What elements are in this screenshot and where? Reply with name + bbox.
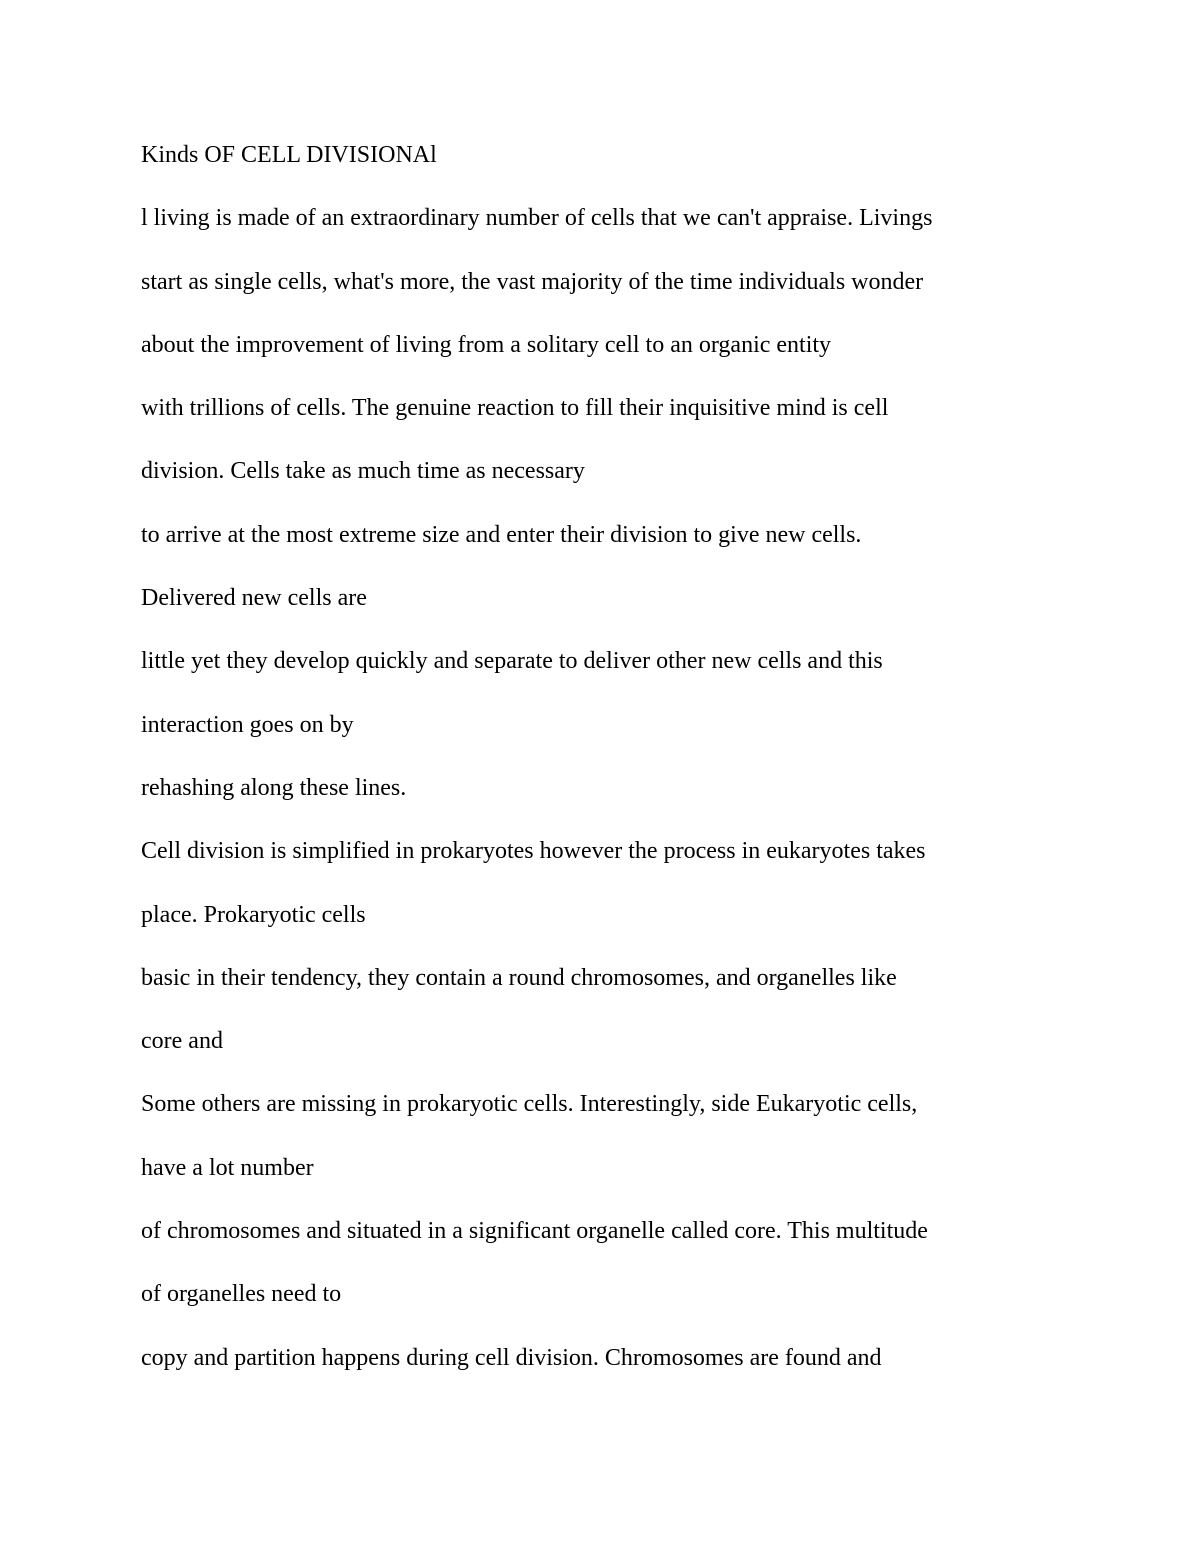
text-line: division. Cells take as much time as necessary (141, 458, 585, 485)
text-line: of chromosomes and situated in a significant organelle called core. This multitude (141, 1218, 928, 1245)
text-line: l living is made of an extraordinary number of cells that we can't appraise. Livings (141, 205, 933, 232)
text-line: to arrive at the most extreme size and enter their division to give new cells. (141, 521, 862, 548)
text-line: Delivered new cells are (141, 585, 367, 612)
text-line: copy and partition happens during cell division. Chromosomes are found and (141, 1344, 882, 1371)
text-line: place. Prokaryotic cells (141, 901, 366, 928)
text-line: interaction goes on by (141, 711, 354, 738)
document-title: Kinds OF CELL DIVISIONAl (141, 142, 437, 168)
text-line: rehashing along these lines. (141, 774, 407, 801)
text-line: with trillions of cells. The genuine reaction to fill their inquisitive mind is cell (141, 395, 889, 422)
text-line: start as single cells, what's more, the vast majority of the time individuals wonder (141, 268, 924, 295)
text-line: basic in their tendency, they contain a round chromosomes, and organelles like (141, 964, 897, 991)
text-line: Cell division is simplified in prokaryotes however the process in eukaryotes takes (141, 838, 926, 865)
document-body (141, 141, 1071, 1407)
text-line: little yet they develop quickly and separate to deliver other new cells and this (141, 648, 883, 675)
text-line: of organelles need to (141, 1281, 342, 1308)
text-line: about the improvement of living from a solitary cell to an organic entity (141, 331, 832, 358)
text-line: have a lot number (141, 1154, 314, 1181)
text-line: core and (141, 1028, 223, 1055)
text-line: Some others are missing in prokaryotic cells. Interestingly, side Eukaryotic cells, (141, 1091, 918, 1118)
